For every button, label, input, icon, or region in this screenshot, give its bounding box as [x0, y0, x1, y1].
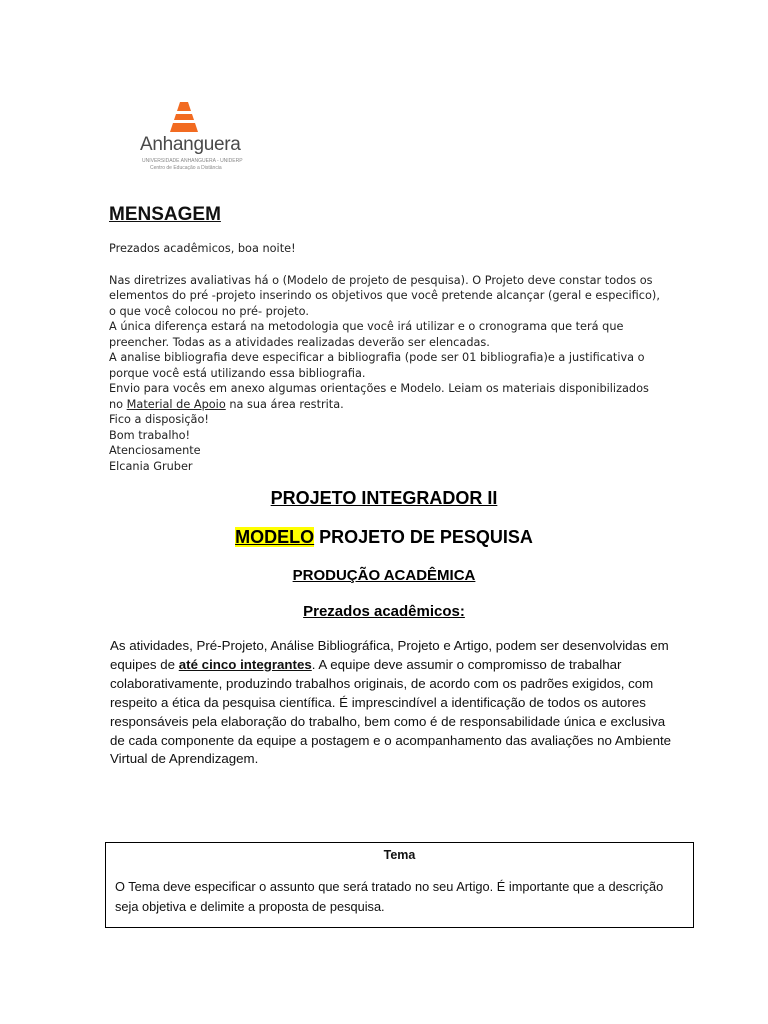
message-apoio-line	[109, 397, 669, 413]
closing-line: Fico a disposição!	[109, 413, 209, 426]
intro-line: respeito a ética da pesquisa científica. É imprescindível a identificação de todos os autores	[110, 694, 646, 710]
tema-title: Tema	[383, 848, 416, 862]
intro-suffix: . A equipe deve assumir o compromisso de trabalhar	[311, 656, 622, 672]
logo-name: Anhanguera	[140, 134, 241, 155]
modelo-highlight: MODELO	[235, 527, 315, 547]
producao-heading: PRODUÇÃO ACADÊMICA	[292, 567, 476, 584]
tema-box	[105, 842, 694, 928]
anhanguera-logo	[140, 100, 250, 176]
intro-emphasis: até cinco integrantes	[178, 656, 312, 672]
logo-triangle-icon	[166, 100, 224, 134]
message-line: porque você está utilizando essa bibliografia.	[109, 366, 366, 380]
intro-line: de cada componente da equipe a postagem e o acompanhamento das avaliações no Ambiente	[110, 732, 672, 748]
logo-subtitle: UNIVERSIDADE ANHANGUERA - UNIDERP	[142, 158, 243, 164]
apoio-prefix: no	[109, 397, 127, 411]
closing-line: Atenciosamente	[109, 444, 201, 457]
intro-line	[110, 656, 670, 675]
message-line: A única diferença estará na metodologia que você irá utilizar e o cronograma que terá que	[109, 320, 624, 333]
message-line: Nas diretrizes avaliativas há o (Modelo de projeto de pesquisa). O Projeto deve constar todos os	[109, 273, 653, 287]
tema-text	[115, 877, 690, 916]
logo-tagline: Centro de Educação a Distância	[150, 165, 222, 171]
message-title: MENSAGEM	[109, 204, 221, 225]
message-body	[109, 241, 669, 474]
tema-line: seja objetiva e delimite a proposta de pesquisa.	[115, 898, 385, 914]
material-de-apoio-link[interactable]: Material de Apoio	[126, 397, 226, 411]
intro-line: colaborativamente, produzindo trabalhos originais, de acordo com os padrões exigidos, com	[110, 675, 654, 691]
message-greeting: Prezados acadêmicos, boa noite!	[109, 242, 296, 255]
message-line: o que você colocou no pré- projeto.	[109, 304, 309, 318]
intro-line: As atividades, Pré-Projeto, Análise Bibliográfica, Projeto e Artigo, podem ser desenvolvidas em	[110, 638, 669, 653]
modelo-heading	[0, 527, 768, 548]
intro-line: responsáveis pela elaboração do trabalho, bem como é de responsabilidade única e exclusiva	[110, 713, 666, 729]
project-title: PROJETO INTEGRADOR II	[270, 488, 498, 508]
message-line: Envio para vocês em anexo algumas orientações e Modelo. Leiam os materiais disponibilizados	[109, 382, 649, 395]
intro-line: Virtual de Aprendizagem.	[110, 751, 259, 767]
tema-line: O Tema deve especificar o assunto que será tratado no seu Artigo. É importante que a descrição	[115, 879, 664, 894]
signature: Elcania Gruber	[109, 459, 193, 473]
message-line: elementos do pré -projeto inserindo os objetivos que você pretende alcançar (geral e especifico),	[109, 289, 660, 302]
closing-line: Bom trabalho!	[109, 428, 191, 442]
message-line: A analise bibliografia deve especificar a bibliografia (pode ser 01 bibliografia)e a justificativa o	[109, 351, 645, 364]
prezados-heading: Prezados acadêmicos:	[303, 603, 465, 620]
intro-paragraph	[110, 637, 670, 769]
modelo-heading-rest: PROJETO DE PESQUISA	[314, 527, 533, 547]
apoio-suffix: na sua área restrita.	[225, 397, 344, 411]
message-line: preencher. Todas as a atividades realizadas deverão ser elencadas.	[109, 335, 490, 349]
intro-prefix: equipes de	[110, 656, 179, 672]
